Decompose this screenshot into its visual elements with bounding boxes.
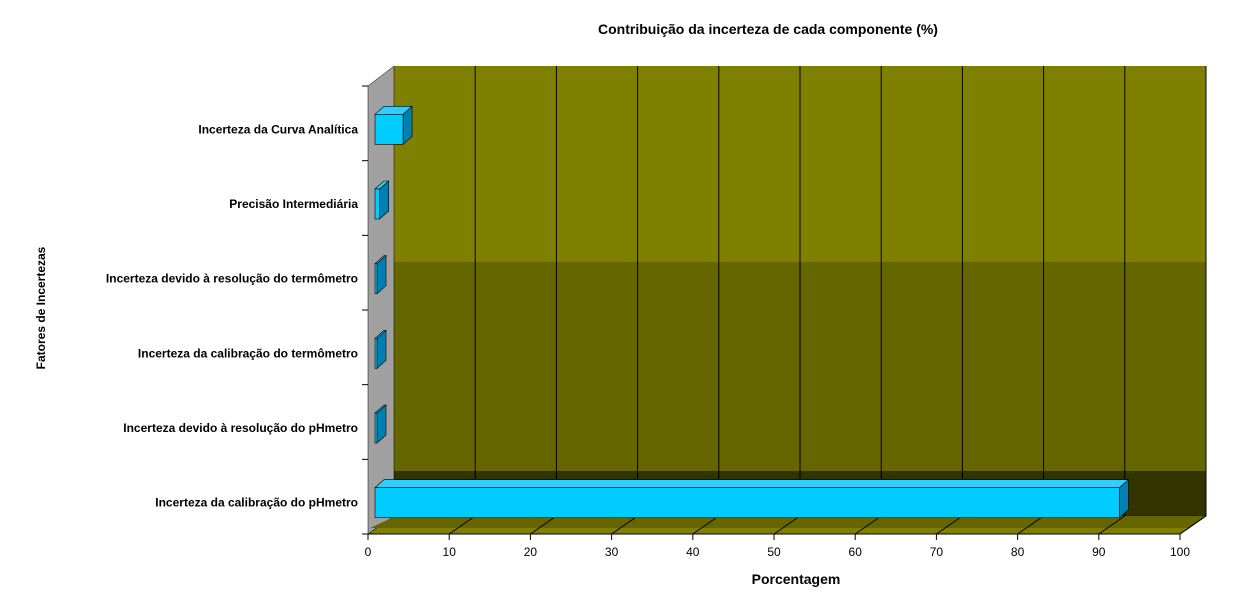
x-tick-label: 20 [523,545,538,559]
x-axis-ticks [365,534,1191,559]
y-axis-title: Fatores de Incertezas [34,246,48,370]
x-axis-title: Porcentagem [751,571,841,587]
x-tick-label: 70 [929,545,944,559]
x-tick-label: 100 [1169,545,1191,559]
x-tick-label: 0 [364,545,372,559]
x-tick-label: 90 [1092,545,1106,559]
category-label: Incerteza devido à resolução do pHmetro [123,421,358,435]
y-axis-ticks [362,86,368,534]
x-tick-label: 50 [767,545,781,559]
bar [375,480,1128,518]
x-tick-label: 10 [442,545,456,559]
category-label: Incerteza da Curva Analítica [198,122,358,137]
category-label: Incerteza da calibração do pHmetro [155,495,358,510]
plot-frame [368,66,1206,534]
category-label: Incerteza devido à resolução do termômetro [105,271,358,286]
bar-front [375,264,377,294]
bar-front [375,114,403,144]
x-tick-label: 80 [1010,545,1025,559]
bar-front [375,189,380,219]
bar-front [375,338,377,368]
x-tick-label: 60 [848,545,862,559]
bar-front [375,413,377,443]
x-tick-label: 40 [686,545,700,559]
category-label: Incerteza da calibração do termômetro [137,346,358,361]
bar [375,106,412,144]
bar-top [375,480,1128,488]
bar-front [375,488,1119,518]
category-label: Precisão Intermediária [229,197,358,211]
x-tick-label: 30 [604,545,619,559]
category-labels [106,122,358,509]
chart-title: Contribuição da incerteza de cada componente (%) [598,21,938,37]
